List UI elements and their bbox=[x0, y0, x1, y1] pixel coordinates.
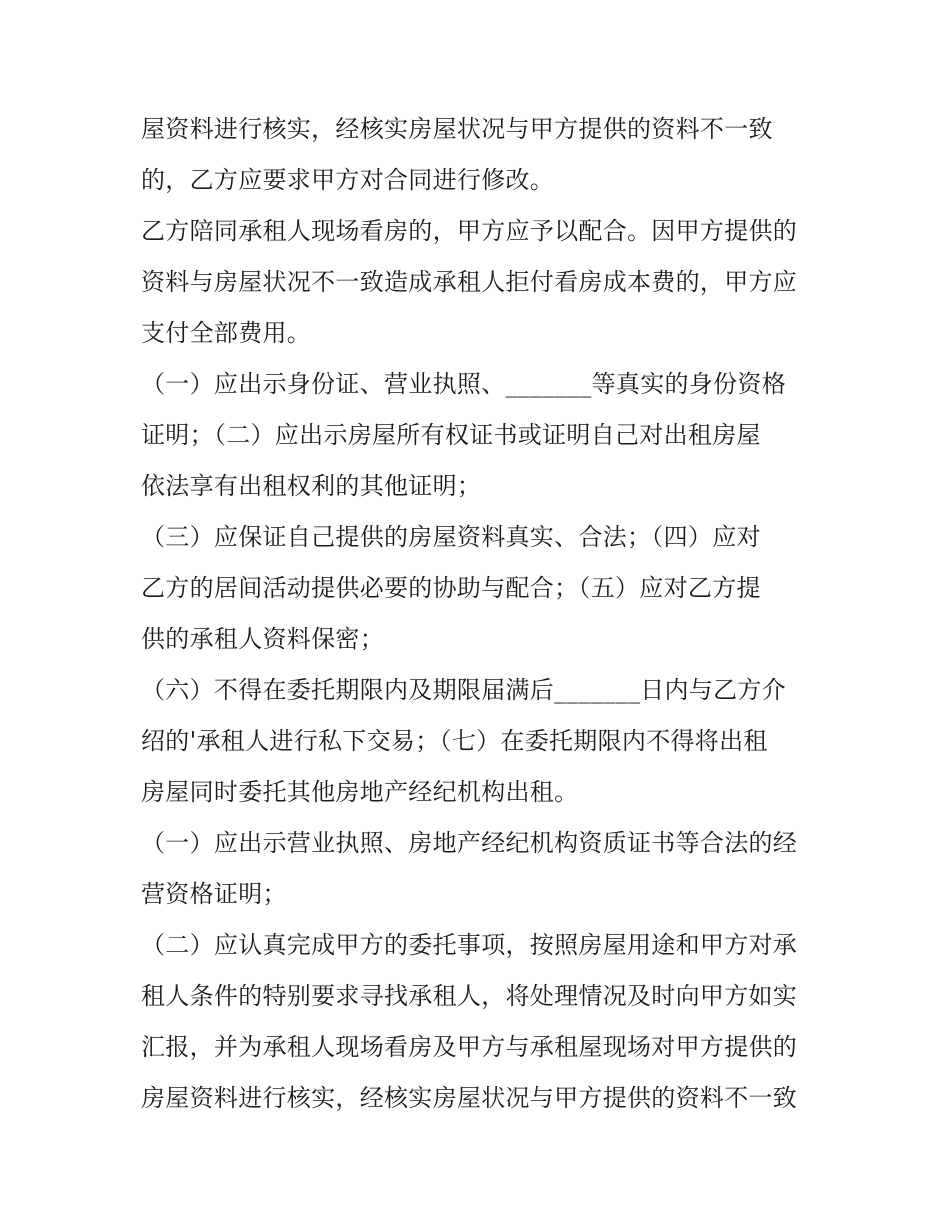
paragraph-4 bbox=[141, 512, 821, 665]
text-line: 房屋同时委托其他房地产经纪机构出租。 bbox=[141, 778, 579, 806]
text-line: 的，乙方应要求甲方对合同进行修改。 bbox=[141, 166, 555, 194]
paragraph-3 bbox=[141, 359, 821, 512]
text-line: 汇报，并为承租人现场看房及甲方与承租屋现场对甲方提供的 bbox=[141, 1033, 798, 1061]
text-line: （三）应保证自己提供的房屋资料真实、合法；（四）应对 bbox=[141, 523, 761, 551]
text-line: 资料与房屋状况不一致造成承租人拒付看房成本费的，甲方应 bbox=[141, 268, 798, 296]
text-line: 营资格证明； bbox=[141, 880, 287, 908]
text-line: 租人条件的特别要求寻找承租人，将处理情况及时向甲方如实 bbox=[141, 982, 798, 1010]
paragraph-5 bbox=[141, 665, 821, 818]
text-line: 房屋资料进行核实，经核实房屋状况与甲方提供的资料不一致 bbox=[141, 1084, 798, 1112]
paragraph-1 bbox=[141, 104, 821, 206]
text-line: 屋资料进行核实，经核实房屋状况与甲方提供的资料不一致 bbox=[141, 115, 773, 143]
text-line: 乙方陪同承租人现场看房的，甲方应予以配合。因甲方提供的 bbox=[141, 217, 798, 245]
text-line: 乙方的居间活动提供必要的协助与配合；（五）应对乙方提 bbox=[141, 574, 761, 602]
text-line: （六）不得在委托期限内及期限届满后_______日内与乙方介 bbox=[141, 676, 786, 704]
text-line: （一）应出示营业执照、房地产经纪机构资质证书等合法的经 bbox=[141, 829, 798, 857]
paragraph-6 bbox=[141, 818, 821, 920]
document-body bbox=[141, 104, 821, 1124]
text-line: （一）应出示身份证、营业执照、_______等真实的身份资格 bbox=[141, 370, 786, 398]
text-line: 证明；（二）应出示房屋所有权证书或证明自己对出租房屋 bbox=[141, 421, 761, 449]
text-line: 供的承租人资料保密； bbox=[141, 625, 384, 653]
text-line: （二）应认真完成甲方的委托事项，按照房屋用途和甲方对承 bbox=[141, 931, 798, 959]
text-line: 依法享有出租权利的其他证明； bbox=[141, 472, 482, 500]
paragraph-7 bbox=[141, 920, 821, 1124]
text-line: 绍的'承租人进行私下交易；（七）在委托期限内不得将出租 bbox=[141, 727, 768, 755]
text-line: 支付全部费用。 bbox=[141, 319, 312, 347]
paragraph-2 bbox=[141, 206, 821, 359]
